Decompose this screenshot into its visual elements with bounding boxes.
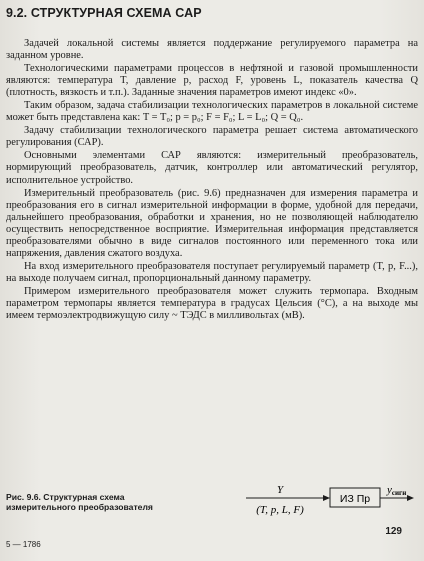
paragraph: Технологическими параметрами процессов в нефтяной и газовой промышленности являются: температура T, давление p, расход F, уровень L, показатель качества Q (плотность, вязкость и т.п.). Заданные значения параметров имеют индекс «0». [6,63,418,99]
output-subscript: сигн [391,489,407,497]
paragraph: На вход измерительного преобразователя поступает регулируемый параметр (T, p, F...), на выходе получаем сигнал, пропорциональный данному параметру. [6,260,418,284]
converter-diagram [244,482,416,522]
output-arrowhead [407,495,414,501]
output-label [386,484,406,497]
body-text [6,38,418,322]
page-number: 129 [385,526,402,537]
paragraph: Примером измерительного преобразователя может служить термопара. Входным параметром термопары является температура в градусах Цельсия (°С), а на выходе мы имеем термоэлектродвижущую силу ~ ТЭДС в милливольтах (мВ). [6,285,418,322]
paragraph: Задачей локальной системы является поддержание регулируемого параметра на заданном уровне. [6,38,418,62]
paragraph: Таким образом, задача стабилизации технологических параметров в локальной системе может быть представлена как: T = T₀; p = p₀; F = F₀; L = L₀; Q = Q₀. [6,100,418,124]
paragraph: Измерительный преобразователь (рис. 9.6) предназначен для измерения параметра и преобразования его в сигнал измерительной информации в форме, удобной для передачи, дальнейшего преобразования, обработки и хранения, но не позволяющей наблюдателю осуществить непосредственное восприятие. Измерительная информация представляется преобразователями обычно в виде сигналов постоянного или переменного тока или напряжения, давления сжатого воздуха. [6,187,418,259]
section-heading: 9.2. СТРУКТУРНАЯ СХЕМА САР [6,6,202,20]
print-signature: 5 — 1786 [6,540,41,549]
input-arrowhead [323,495,330,501]
output-symbol: y [387,484,392,496]
figure-9-6 [6,482,418,522]
converter-block-label: ИЗ Пр [339,493,371,505]
paragraph: Задачу стабилизации технологического параметра решает система автоматического регулирования (САР). [6,125,418,149]
figure-caption: Рис. 9.6. Структурная схема измерительного преобразователя [6,492,153,512]
paragraph: Основными элементами САР являются: измерительный преобразователь, нормирующий преобразователь, датчик, контроллер или автоматический регулятор, исполнительное устройство. [6,150,418,186]
input-params: (T, p, L, F) [256,504,304,516]
input-label: Y [276,484,284,496]
